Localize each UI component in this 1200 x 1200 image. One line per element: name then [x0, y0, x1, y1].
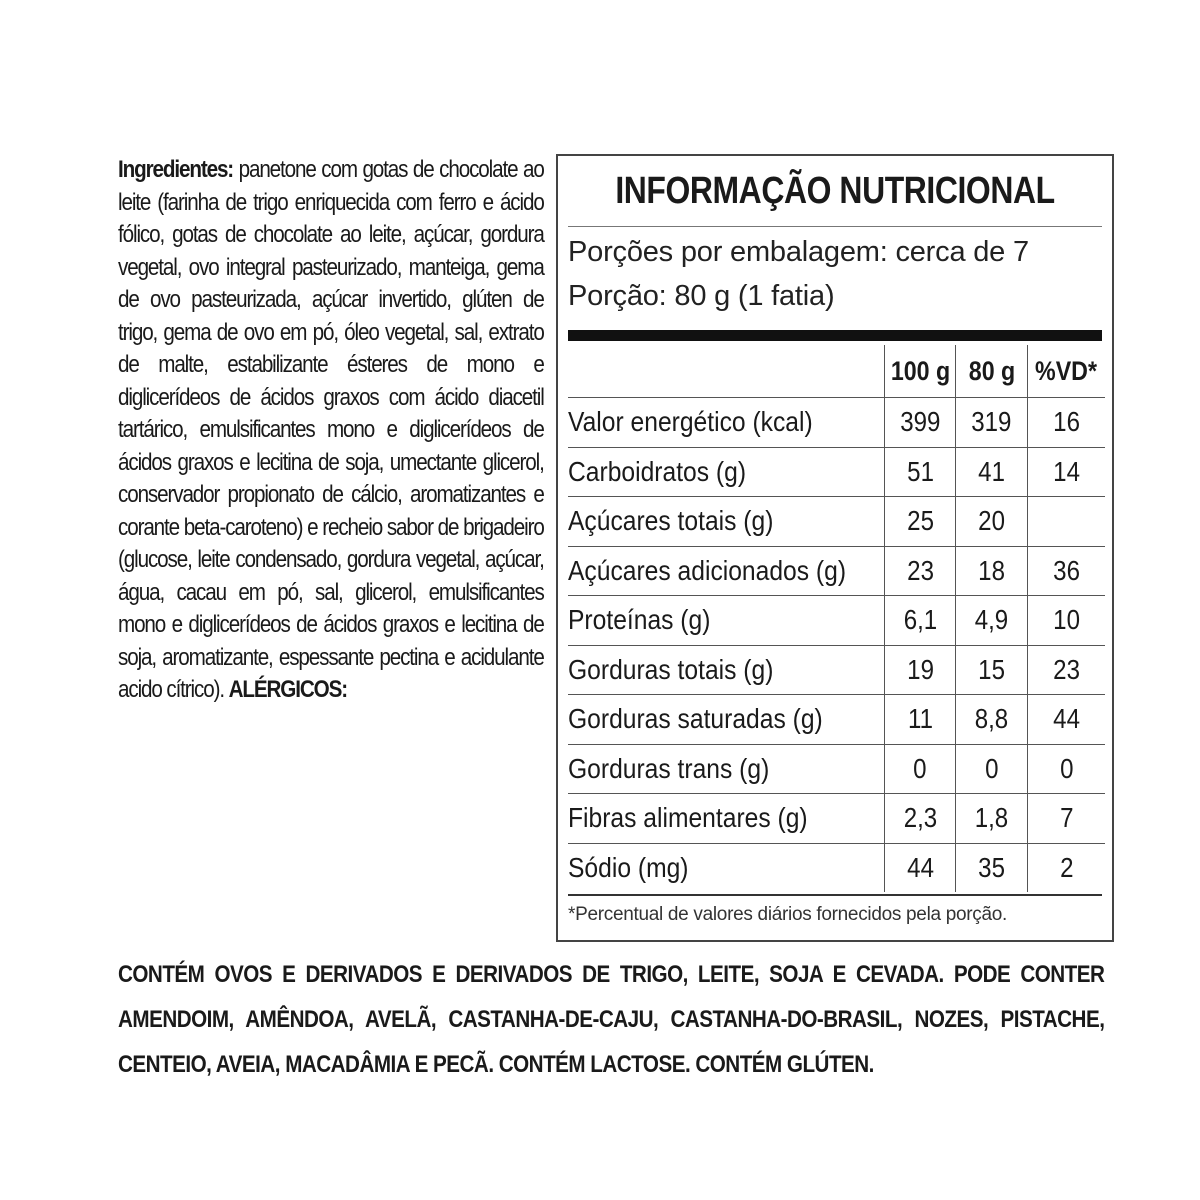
- value-80g: 18: [978, 554, 1005, 586]
- nutrition-header-row: [568, 345, 1105, 398]
- nutrition-row: [568, 843, 1105, 892]
- ingredients-text: panetone com gotas de chocolate ao leite (farinha de trigo enriquecida com ferro e ácido fólico, gotas de chocolate ao leite, açúcar, gordura vegetal, ovo integral pasteurizado, manteiga, gema de ovo pasteurizada, açúcar invertido, glúten de trigo, gema de ovo em pó, óleo vegetal, sal, extrato de malte, estabilizante ésteres de mono e diglicerídeos de ácidos graxos com ácido diacetil tartárico, emulsificantes mono e diglicerídeos de ácidos graxos e lecitina de soja, umectante glicerol, conservador propionato de cálcio, aromatizantes e corante beta-caroteno) e recheio sabor de brigadeiro (glucose, leite condensado, gordura vegetal, açúcar, água, cacau em pó, sal, glicerol, emulsificantes mono e diglicerídeos de ácidos graxos e lecitina de soja, aromatizante, espessante pectina e acidulante acido cítrico).: [118, 156, 544, 703]
- footnote-divider: [568, 894, 1102, 896]
- value-vd: 23: [1052, 653, 1080, 685]
- nutrient-name: Gorduras saturadas (g): [568, 703, 823, 735]
- nutrient-name: Valor energético (kcal): [568, 406, 813, 438]
- value-80g: 8,8: [974, 703, 1009, 735]
- nutrition-table: [568, 345, 1105, 892]
- value-100g: 0: [913, 752, 927, 784]
- nutrient-name: Fibras alimentares (g): [568, 802, 808, 834]
- value-vd: 44: [1052, 703, 1080, 735]
- value-80g: 0: [984, 752, 999, 784]
- nutrition-row: [568, 645, 1105, 695]
- thick-divider: [568, 330, 1102, 341]
- value-100g: 2,3: [903, 802, 937, 834]
- servings-per-package: Porções por embalagem: cerca de 7: [568, 236, 1029, 268]
- value-100g: 23: [906, 554, 934, 586]
- value-100g: 399: [900, 406, 941, 438]
- value-100g: 51: [906, 455, 934, 487]
- value-100g: 6,1: [903, 604, 937, 636]
- col-header-vd: %VD*: [1035, 355, 1098, 386]
- allergens-statement: CONTÉM OVOS E DERIVADOS E DERIVADOS DE TRIGO, LEITE, SOJA E CEVADA. PODE CONTER AMENDOIM, AMÊNDOA, AVELÃ, CASTANHA-DE-CAJU, CASTANHA-DO-BRASIL, NOZES, PISTACHE, CENTEIO, AVEIA, MACADÂMIA E PECÃ. CONTÉM LACTOSE. CONTÉM GLÚTEN.: [118, 961, 1105, 1078]
- value-80g: 41: [978, 455, 1005, 487]
- nutrient-name: Açúcares totais (g): [568, 505, 774, 537]
- value-100g: 11: [907, 703, 933, 735]
- value-100g: 25: [906, 505, 934, 537]
- header-blank: [568, 345, 884, 398]
- value-80g: 319: [971, 406, 1012, 438]
- nutrition-row: [568, 744, 1105, 794]
- value-80g: 20: [978, 505, 1005, 537]
- nutrient-name: Gorduras totais (g): [568, 653, 774, 685]
- allergens-label: ALÉRGICOS:: [228, 676, 347, 703]
- nutrition-row: [568, 695, 1105, 745]
- value-100g: 19: [906, 653, 934, 685]
- value-vd: 7: [1059, 802, 1074, 834]
- title-divider: [568, 226, 1102, 227]
- nutrition-row: [568, 497, 1105, 547]
- value-80g: 15: [978, 653, 1005, 685]
- nutrition-row: [568, 398, 1105, 448]
- nutrition-title: INFORMAÇÃO NUTRICIONAL: [615, 170, 1055, 212]
- value-80g: 4,9: [974, 604, 1009, 636]
- value-vd: 36: [1052, 554, 1080, 586]
- nutrient-name: Gorduras trans (g): [568, 752, 770, 784]
- value-vd: 16: [1052, 406, 1080, 438]
- nutrition-facts-panel: [556, 154, 1114, 942]
- nutrition-row: [568, 447, 1105, 497]
- nutrition-row: [568, 596, 1105, 646]
- nutrient-name: Proteínas (g): [568, 604, 711, 636]
- nutrition-row: [568, 546, 1105, 596]
- value-100g: 44: [906, 851, 934, 883]
- value-80g: 1,8: [974, 802, 1009, 834]
- ingredients-paragraph: [118, 154, 544, 707]
- value-vd: 10: [1052, 604, 1080, 636]
- value-vd: 2: [1059, 851, 1074, 883]
- value-80g: 35: [978, 851, 1005, 883]
- col-header-100g: 100 g: [890, 355, 950, 386]
- nutrient-name: Sódio (mg): [568, 851, 689, 883]
- value-vd: 0: [1059, 752, 1074, 784]
- nutrition-row: [568, 794, 1105, 844]
- col-header-80g: 80 g: [968, 355, 1015, 386]
- nutrient-name: Açúcares adicionados (g): [568, 554, 847, 586]
- value-vd: 14: [1052, 455, 1080, 487]
- footnote: *Percentual de valores diários fornecidos pela porção.: [568, 904, 1008, 925]
- ingredients-label: Ingredientes:: [118, 156, 234, 183]
- nutrient-name: Carboidratos (g): [568, 455, 747, 487]
- serving-size: Porção: 80 g (1 fatia): [568, 280, 835, 312]
